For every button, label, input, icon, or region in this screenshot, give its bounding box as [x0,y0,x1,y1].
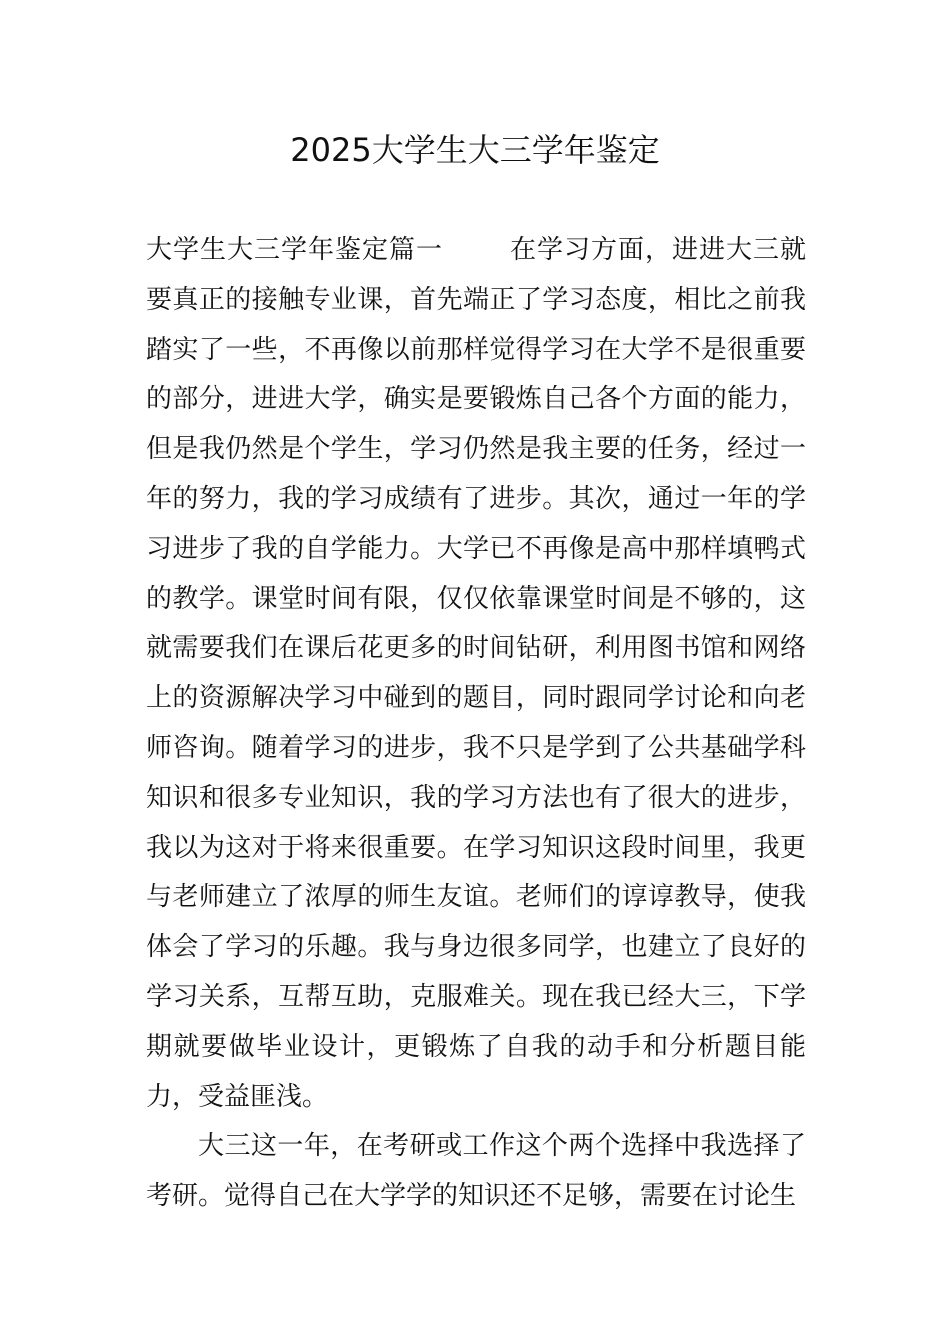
paragraph-1-text: 在学习方面，进进大三就要真正的接触专业课，首先端正了学习态度，相比之前我踏实了一些，不再像以前那样觉得学习在大学不是很重要的部分，进进大学，确实是要锻炼自己各个方面的能力，但是我仍然是个学生，学习仍然是我主要的任务，经过一年的努力，我的学习成绩有了进步。其次，通过一年的学习进步了我的自学能力。大学已不再像是高中那样填鸭式的教学。课堂时间有限，仅仅依靠课堂时间是不够的，这就需要我们在课后花更多的时间钻研，利用图书馆和网络上的资源解决学习中碰到的题目，同时跟同学讨论和向老师咨询。随着学习的进步，我不只是学到了公共基础学科知识和很多专业知识，我的学习方法也有了很大的进步，我以为这对于将来很重要。在学习知识这段时间里，我更与老师建立了浓厚的师生友谊。老师们的谆谆教导，使我体会了学习的乐趣。我与身边很多同学，也建立了良好的学习关系，互帮互助，克服难关。现在我已经大三，下学期就要做毕业设计，更锻炼了自我的动手和分析题目能力，受益匪浅。 [146,235,806,1112]
paragraph-2: 大三这一年，在考研或工作这个两个选择中我选择了考研。觉得自己在大学学的知识还不足够，需要在讨论生 [146,1131,806,1212]
paragraph-1 [146,226,806,1122]
document-body [146,226,806,1222]
document-title: 2025大学生大三学年鉴定 [290,131,660,169]
section-heading: 大学生大三学年鉴定篇一 [146,235,443,265]
